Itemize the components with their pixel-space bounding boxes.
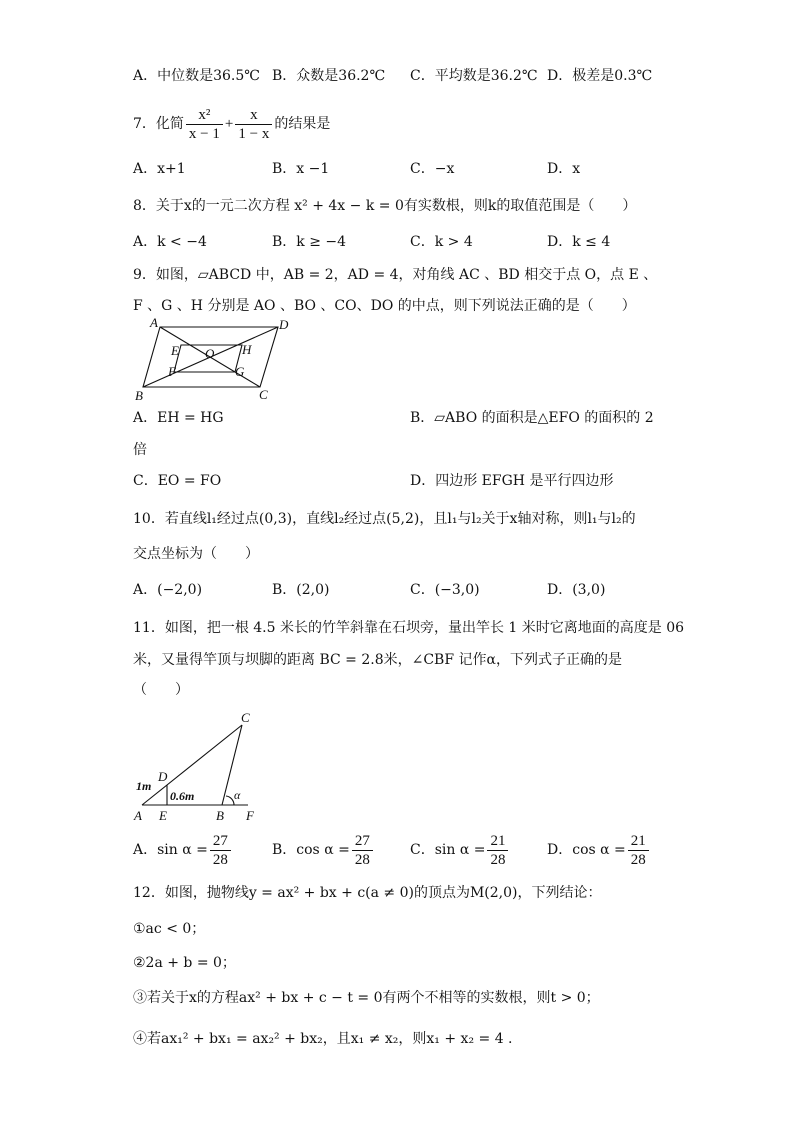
- label-d: D: [158, 769, 168, 784]
- label-e: E: [171, 343, 179, 358]
- label-g: G: [235, 364, 245, 379]
- q10-option-a: A．(−2,0): [133, 582, 203, 598]
- q7-f1-denominator: x − 1: [188, 125, 220, 142]
- q7-prefix: 7．化简: [133, 116, 184, 132]
- label-c: C: [259, 387, 268, 402]
- q12-statement-2: ②2a + b = 0；: [133, 955, 236, 971]
- q11-stem-line3: （ ）: [133, 682, 189, 698]
- q9-option-a: A．EH = HG: [133, 410, 224, 426]
- q6-option-c: C．平均数是36.2℃: [410, 68, 538, 84]
- label-o: O: [205, 346, 215, 361]
- q6-option-d: D．极差是0.3℃: [547, 68, 653, 84]
- q11-triangle-figure: [130, 706, 270, 826]
- q11-c-label: C．sin α =: [410, 842, 486, 858]
- q7-suffix: 的结果是: [274, 116, 331, 132]
- q11-b-fraction: [352, 832, 373, 869]
- q7-fraction-1: [186, 106, 223, 143]
- q10-stem-line2: 交点坐标为（ ）: [133, 546, 259, 562]
- q7-option-d: D．x: [547, 161, 581, 177]
- q6-option-a: A．中位数是36.5℃: [133, 68, 260, 84]
- label-b: B: [216, 808, 224, 823]
- q11-b-label: B．cos α =: [272, 842, 350, 858]
- q12-stem: 12．如图，抛物线y = ax² + bx + c(a ≠ 0)的顶点为M(2,0)，下列结论：: [133, 885, 602, 901]
- label-f: F: [246, 808, 254, 823]
- q11-d-fraction: [628, 832, 649, 869]
- q9-stem-line1: 9．如图，▱ABCD 中，AB = 2，AD = 4，对角线 AC 、BD 相交于点 O，点 E 、: [133, 267, 658, 283]
- q7-f2-denominator: 1 − x: [238, 125, 270, 142]
- q11-c-fraction: [487, 832, 508, 869]
- q11-stem-line2: 米，又量得竿顶与坝脚的距离 BC = 2.8米，∠CBF 记作α，下列式子正确的是: [133, 652, 622, 668]
- q12-statement-3: ③若关于x的方程ax² + bx + c − t = 0有两个不相等的实数根，则t > 0；: [133, 990, 600, 1006]
- q11-c-denominator: 28: [490, 851, 506, 868]
- q11-option-a: [133, 830, 233, 870]
- q8-option-b: B．k ≥ −4: [272, 234, 347, 250]
- angle-alpha-arc: [226, 796, 234, 805]
- q11-option-b: [272, 830, 375, 870]
- q7-option-b: B．x −1: [272, 161, 330, 177]
- q8-option-a: A．k < −4: [133, 234, 207, 250]
- q9-option-b-continued: 倍: [133, 442, 147, 458]
- q11-b-numerator: 27: [352, 832, 373, 851]
- q7-option-c: C．−x: [410, 161, 455, 177]
- q7-stem: [133, 104, 330, 144]
- q12-statement-4: ④若ax₁² + bx₁ = ax₂² + bx₂，且x₁ ≠ x₂，则x₁ + x₂ = 4 .: [133, 1031, 513, 1047]
- label-a: A: [150, 316, 158, 330]
- q10-option-c: C．(−3,0): [410, 582, 480, 598]
- label-f: F: [168, 364, 176, 379]
- q6-option-b: B．众数是36.2℃: [272, 68, 386, 84]
- q9-parallelogram-figure: [130, 316, 290, 404]
- q7-f2-numerator: x: [235, 106, 272, 125]
- q8-option-c: C．k > 4: [410, 234, 473, 250]
- q11-option-c: [410, 830, 510, 870]
- q7-fraction-2: [235, 106, 272, 143]
- label-h: H: [242, 342, 252, 357]
- q11-b-denominator: 28: [354, 851, 370, 868]
- label-1m: 1m: [136, 779, 152, 793]
- q7-plus: +: [224, 116, 234, 132]
- q11-c-numerator: 21: [487, 832, 508, 851]
- label-e: E: [159, 808, 167, 823]
- label-a: A: [134, 808, 142, 823]
- q10-option-d: D．(3,0): [547, 582, 606, 598]
- q10-option-b: B．(2,0): [272, 582, 330, 598]
- q7-option-a: A．x+1: [133, 161, 186, 177]
- label-c: C: [241, 710, 250, 725]
- q11-stem-line1: 11．如图，把一根 4.5 米长的竹竿斜靠在石坝旁，量出竿长 1 米时它离地面的高度是 06: [133, 620, 685, 636]
- label-alpha: α: [234, 788, 241, 802]
- q11-a-fraction: [210, 832, 231, 869]
- label-06m: 0.6m: [170, 789, 195, 803]
- q8-option-d: D．k ≤ 4: [547, 234, 611, 250]
- q11-option-d: [547, 830, 651, 870]
- q11-a-denominator: 28: [212, 851, 228, 868]
- q7-f1-numerator: x²: [186, 106, 223, 125]
- label-d: D: [279, 317, 289, 332]
- q11-a-numerator: 27: [210, 832, 231, 851]
- q11-a-label: A．sin α =: [133, 842, 208, 858]
- q12-statement-1: ①ac < 0；: [133, 921, 206, 937]
- q9-option-b: B．▱ABO 的面积是△EFO 的面积的 2: [410, 410, 654, 426]
- q9-option-c: C．EO = FO: [133, 473, 222, 489]
- q11-d-denominator: 28: [630, 851, 646, 868]
- q9-stem-line2: F 、G 、H 分别是 AO 、BO 、CO、DO 的中点，则下列说法正确的是（ ）: [133, 298, 636, 314]
- q11-d-label: D．cos α =: [547, 842, 626, 858]
- q10-stem-line1: 10．若直线l₁经过点(0,3)，直线l₂经过点(5,2)，且l₁与l₂关于x轴对称，则l₁与l₂的: [133, 511, 636, 527]
- q11-d-numerator: 21: [628, 832, 649, 851]
- q8-stem: 8．关于x的一元二次方程 x² + 4x − k = 0有实数根，则k的取值范围是（ ）: [133, 198, 637, 214]
- label-b: B: [135, 388, 143, 403]
- q9-option-d: D．四边形 EFGH 是平行四边形: [410, 473, 614, 489]
